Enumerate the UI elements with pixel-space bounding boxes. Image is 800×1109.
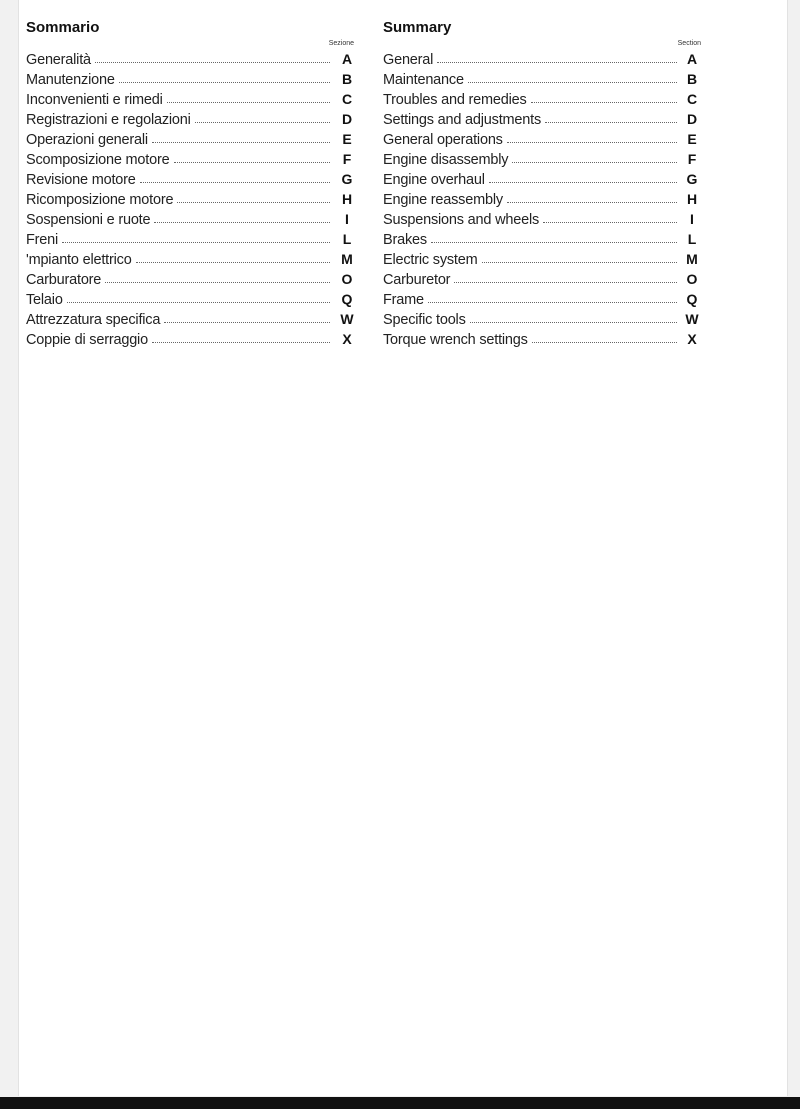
dot-leader <box>470 321 677 323</box>
dot-leader <box>95 61 330 63</box>
toc-entry-section-letter: C <box>341 91 353 107</box>
dot-leader <box>67 301 330 303</box>
dot-leader <box>507 141 677 143</box>
toc-entry-section-letter: F <box>342 151 352 167</box>
toc-entry-label: General operations <box>383 132 503 148</box>
dot-leader <box>154 221 330 223</box>
dot-leader <box>195 121 330 123</box>
dot-leader <box>531 101 677 103</box>
toc-entry-label: Sospensioni e ruote <box>26 212 151 228</box>
italian-title: Sommario <box>26 19 100 36</box>
toc-entry-label: Scomposizione motore <box>26 152 170 168</box>
italian-section-column-label: Sezione <box>328 40 354 47</box>
toc-entry-section-letter: W <box>685 311 699 327</box>
toc-entry-section-letter: M <box>341 251 353 267</box>
toc-entry[interactable] <box>383 249 703 269</box>
toc-entry-label: Freni <box>26 232 59 248</box>
dot-leader <box>164 321 330 323</box>
toc-entry-section-letter: X <box>687 331 697 347</box>
dot-leader <box>454 281 677 283</box>
dot-leader <box>152 341 330 343</box>
dot-leader <box>543 221 677 223</box>
toc-entry-section-letter: I <box>345 211 349 227</box>
toc-entry-section-letter: O <box>341 271 353 287</box>
toc-entry-label: Torque wrench settings <box>383 332 528 348</box>
toc-entry-label: Brakes <box>383 232 427 248</box>
english-title: Summary <box>383 19 452 36</box>
dot-leader <box>140 181 330 183</box>
toc-entry-label: Engine reassembly <box>383 192 503 208</box>
toc-entry[interactable] <box>383 69 703 89</box>
toc-entry-section-letter: M <box>686 251 698 267</box>
toc-entry[interactable] <box>26 89 360 109</box>
dot-leader <box>62 241 330 243</box>
toc-entry-label: Telaio <box>26 292 63 308</box>
toc-entry-label: Manutenzione <box>26 72 115 88</box>
dot-leader <box>482 261 678 263</box>
toc-entry-label: Inconvenienti e rimedi <box>26 92 163 108</box>
italian-summary <box>26 18 360 349</box>
toc-entry[interactable] <box>26 49 360 69</box>
document-page <box>18 0 788 1096</box>
toc-entry-section-letter: X <box>342 331 352 347</box>
toc-entry-label: Frame <box>383 292 424 308</box>
dot-leader <box>119 81 330 83</box>
toc-entry-section-letter: D <box>341 111 353 127</box>
dot-leader <box>545 121 677 123</box>
toc-entry[interactable] <box>26 149 360 169</box>
toc-entry-label: Suspensions and wheels <box>383 212 540 228</box>
toc-entry-section-letter: F <box>687 151 697 167</box>
toc-entry-label: Revisione motore <box>26 172 136 188</box>
dot-leader <box>152 141 330 143</box>
toc-entry[interactable] <box>383 229 703 249</box>
toc-entry-label: Attrezzatura specifica <box>26 312 161 328</box>
toc-entry[interactable] <box>383 129 703 149</box>
toc-entry-label: Electric system <box>383 252 478 268</box>
toc-entry-section-letter: Q <box>686 291 698 307</box>
toc-entry-section-letter: W <box>340 311 354 327</box>
toc-entry[interactable] <box>26 309 360 329</box>
toc-entry[interactable] <box>383 209 703 229</box>
toc-entry-section-letter: B <box>686 71 698 87</box>
toc-entry-section-letter: Q <box>341 291 353 307</box>
toc-entry-section-letter: E <box>342 131 352 147</box>
toc-entry[interactable] <box>383 289 703 309</box>
toc-entry-label: Engine overhaul <box>383 172 485 188</box>
bottom-bar <box>0 1097 800 1109</box>
toc-entry-label: Registrazioni e regolazioni <box>26 112 191 128</box>
italian-toc-list <box>26 49 360 349</box>
dot-leader <box>136 261 330 263</box>
toc-entry[interactable] <box>383 109 703 129</box>
toc-entry-section-letter: A <box>341 51 353 67</box>
toc-entry[interactable] <box>26 129 360 149</box>
toc-entry-section-letter: I <box>690 211 694 227</box>
toc-entry[interactable] <box>383 49 703 69</box>
dot-leader <box>512 161 677 163</box>
dot-leader <box>105 281 330 283</box>
toc-entry[interactable] <box>383 329 703 349</box>
toc-entry-section-letter: L <box>687 231 697 247</box>
toc-entry-label: Carburatore <box>26 272 102 288</box>
toc-entry-section-letter: E <box>687 131 697 147</box>
dot-leader <box>468 81 677 83</box>
toc-entry[interactable] <box>26 269 360 289</box>
toc-entry-section-letter: C <box>686 91 698 107</box>
toc-entry[interactable] <box>383 169 703 189</box>
toc-entry-section-letter: B <box>341 71 353 87</box>
toc-entry[interactable] <box>26 209 360 229</box>
toc-entry[interactable] <box>26 169 360 189</box>
toc-entry-section-letter: L <box>342 231 352 247</box>
english-summary <box>383 18 703 349</box>
dot-leader <box>167 101 330 103</box>
toc-entry[interactable] <box>26 229 360 249</box>
toc-entry-section-letter: A <box>686 51 698 67</box>
toc-entry-section-letter: G <box>686 171 698 187</box>
toc-entry-section-letter: H <box>341 191 353 207</box>
toc-entry[interactable] <box>383 89 703 109</box>
toc-entry-label: Operazioni generali <box>26 132 148 148</box>
toc-entry-label: Ricomposizione motore <box>26 192 174 208</box>
toc-entry[interactable] <box>26 329 360 349</box>
dot-leader <box>489 181 677 183</box>
dot-leader <box>174 161 331 163</box>
toc-entry-label: General <box>383 52 434 68</box>
toc-entry-section-letter: O <box>686 271 698 287</box>
toc-entry-label: 'mpianto elettrico <box>26 252 132 268</box>
toc-entry-label: Troubles and remedies <box>383 92 527 108</box>
dot-leader <box>437 61 677 63</box>
toc-entry-label: Maintenance <box>383 72 464 88</box>
english-toc-list <box>383 49 703 349</box>
toc-entry[interactable] <box>383 269 703 289</box>
dot-leader <box>428 301 677 303</box>
english-section-column-label: Section <box>677 40 701 47</box>
toc-entry[interactable] <box>26 249 360 269</box>
toc-entry[interactable] <box>26 289 360 309</box>
dot-leader <box>177 201 330 203</box>
toc-entry-section-letter: H <box>686 191 698 207</box>
toc-entry[interactable] <box>26 109 360 129</box>
dot-leader <box>532 341 677 343</box>
toc-entry-section-letter: G <box>341 171 353 187</box>
dot-leader <box>431 241 677 243</box>
toc-entry-label: Engine disassembly <box>383 152 509 168</box>
toc-entry-label: Generalità <box>26 52 91 68</box>
toc-entry[interactable] <box>383 149 703 169</box>
toc-entry-label: Coppie di serraggio <box>26 332 148 348</box>
toc-entry[interactable] <box>383 309 703 329</box>
toc-entry[interactable] <box>26 189 360 209</box>
toc-entry[interactable] <box>26 69 360 89</box>
toc-entry-section-letter: D <box>686 111 698 127</box>
toc-entry[interactable] <box>383 189 703 209</box>
toc-entry-label: Carburetor <box>383 272 451 288</box>
toc-entry-label: Specific tools <box>383 312 466 328</box>
toc-entry-label: Settings and adjustments <box>383 112 542 128</box>
dot-leader <box>507 201 677 203</box>
